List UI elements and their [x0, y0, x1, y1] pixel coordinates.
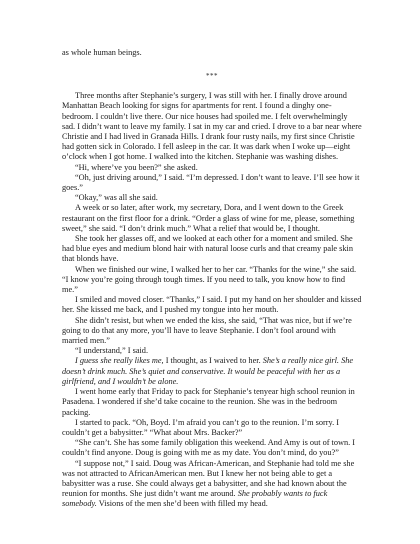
paragraph [62, 295, 362, 315]
paragraph [62, 193, 362, 203]
paragraph-text: “I suppose not,” I said. Doug was African-American, and Stephanie had told me she was not attracted to AfricanAmerican men. But I knew her not being able to get a babysitter was a ruse. She could always get a babysitter, and she had known about the reunion for months. She just didn’t want me around. [62, 458, 355, 499]
italic-text: She’s a really nice girl. She doesn’t drink much. She’s quiet and conservative. It would be peaceful with her as a girlfriend, and I wouldn’t be alone. [62, 356, 354, 386]
paragraph-text: “She can’t. She has some family obligation this weekend. And Amy is out of town. I couldn’t find anyone. Doug is going with me as my date. You don’t mind, do you?” [62, 438, 356, 458]
paragraph-list [62, 91, 362, 509]
paragraph [62, 234, 362, 265]
paragraph [62, 203, 362, 234]
paragraph [62, 265, 362, 296]
paragraph-text: She didn’t resist, but when we ended the kiss, she said, “That was nice, but if we’re going to do that any more, you’ll have to leave Stephanie. I don’t fool around with married men.” [62, 315, 352, 346]
paragraph-text: “I understand,” I said. [75, 346, 149, 356]
paragraph [62, 173, 362, 193]
paragraph-text: “Oh, just driving around,” I said. “I’m depressed. I don’t want to leave. I’ll see how it goes.” [62, 172, 360, 193]
italic-text: I guess she really likes me, [75, 356, 164, 366]
paragraph [62, 163, 362, 173]
paragraph [62, 459, 362, 510]
paragraph-text: A week or so later, after work, my secretary, Dora, and I went down to the Greek restaurant on the first floor for a drink. “Order a glass of wine for me, please, something sweet,” she said. “I don’t drink much.” What a relief that would be, I thought. [62, 203, 355, 233]
body-text [62, 48, 362, 510]
paragraph [62, 438, 362, 458]
paragraph [62, 356, 362, 387]
paragraph-text: She took her glasses off, and we looked at each other for a moment and smiled. She had blue eyes and medium blond hair with natural loose curls and that creamy pale skin that blonds have. [62, 234, 353, 264]
paragraph [62, 346, 362, 356]
paragraph-text: Three months after Stephanie’s surgery, I was still with her. I finally drove around Manhattan Beach looking for signs for apartments for rent. I found a dinghy one-bedroom. I couldn’t live there. Our nice houses had spoiled me. I felt overwhelmingly sad. I didn’t want to leave my family. I sat in my car and cried. I drove to a bar near where Christie and I had lived in Granada Hills. I drank four rusty nails, my first since Christie had gotten sick in Colorado. I fell asleep in the car. It was dark when I woke up—eight o’clock when I got home. I walked into the kitchen. Stephanie was washing dishes. [62, 91, 362, 162]
paragraph-text: Visions of the men she’d been with filled my head. [96, 499, 268, 509]
paragraph [62, 316, 362, 347]
paragraph-text: I started to pack. “Oh, Boyd. I’m afraid you can’t go to the reunion. I’m sorry. I couldn’t get a babysitter.” “What about Mrs. Backer?” [62, 417, 340, 437]
paragraph-text: I went home early that Friday to pack for Stephanie’s tenyear high school reunion in Pasadena. I wondered if she’d take cocaine to the reunion. She was in the bedroom packing. [62, 387, 355, 417]
lead-line: as whole human beings. [62, 48, 142, 57]
paragraph-text: I smiled and moved closer. “Thanks,” I said. I put my hand on her shoulder and kissed her. She kissed me back, and I pushed my tongue into her mouth. [62, 295, 362, 315]
paragraph [62, 91, 362, 162]
paragraph [62, 387, 362, 418]
paragraph [62, 418, 362, 438]
paragraph-text: I thought, as I waived to her. [163, 356, 263, 366]
paragraph-text: When we finished our wine, I walked her to her car. “Thanks for the wine,” she said. “I know you’re going through tough times. If you need to talk, you know how to find me.” [62, 264, 357, 295]
paragraph-text: “Okay,” was all she said. [75, 193, 158, 203]
section-separator: *** [206, 72, 218, 81]
paragraph-text: “Hi, where’ve you been?” she asked. [75, 162, 198, 172]
italic-text: She probably wants to fuck somebody. [62, 489, 328, 509]
